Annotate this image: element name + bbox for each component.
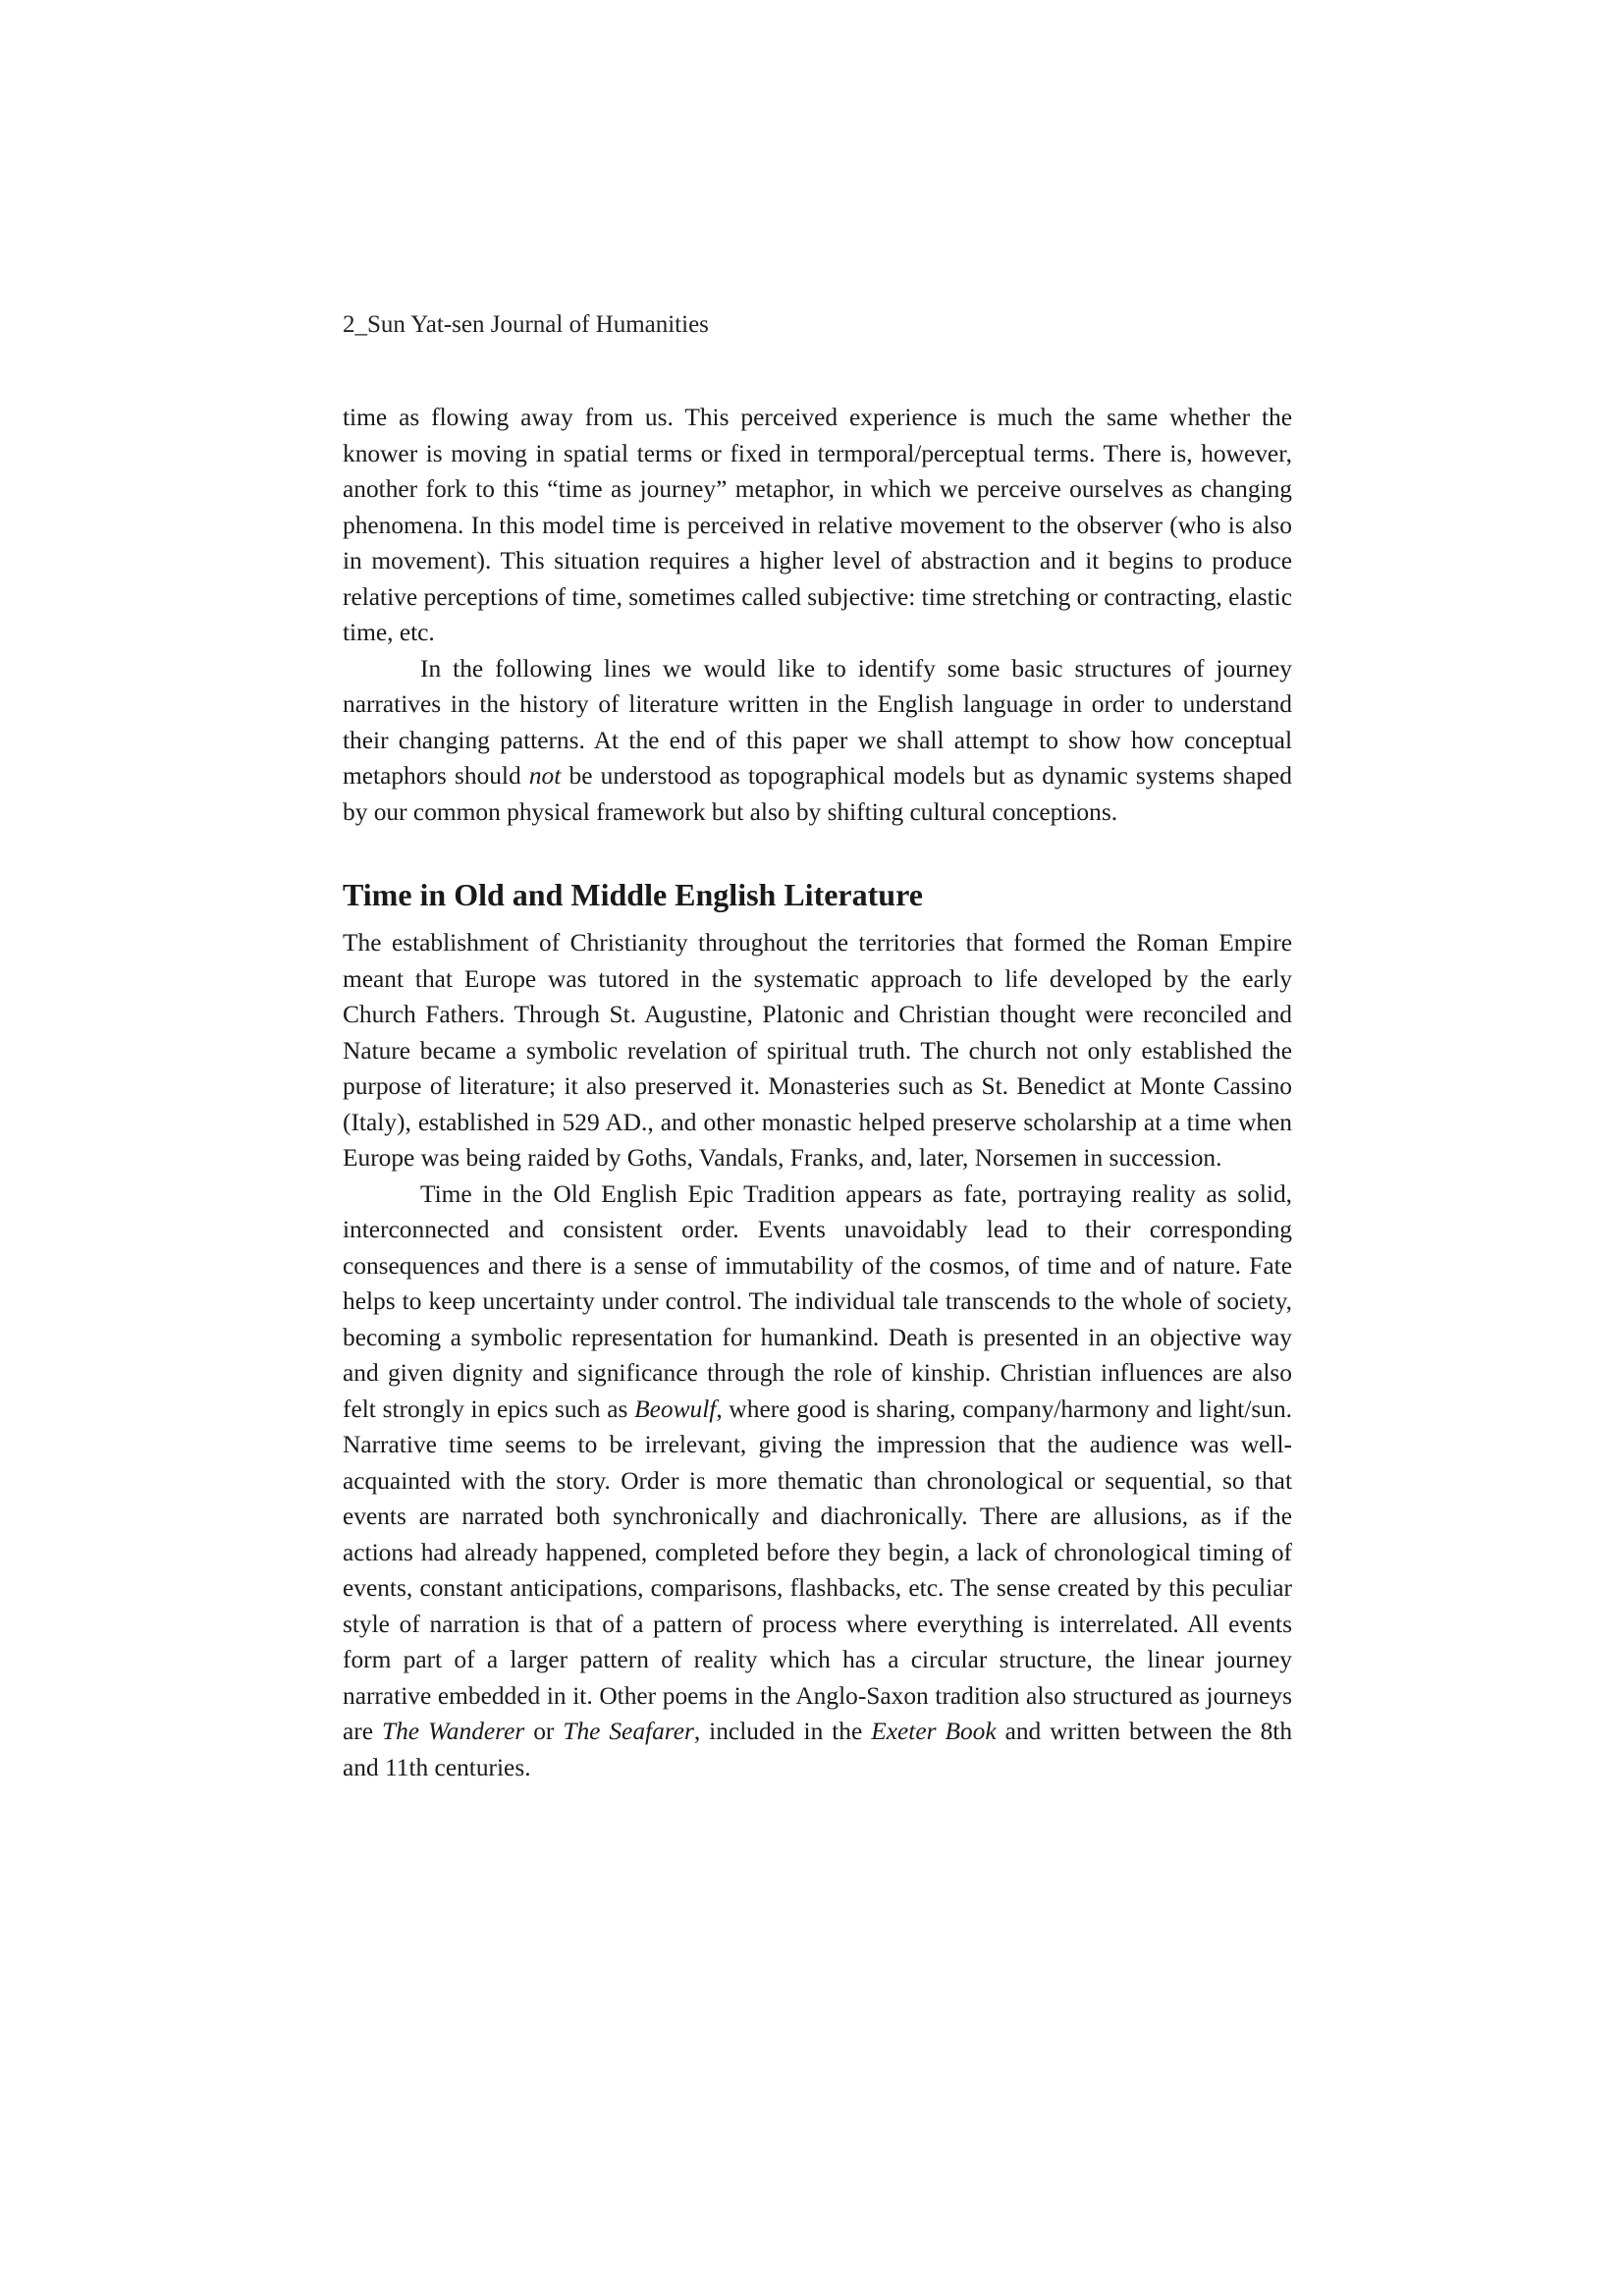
paragraph-text: , where good is sharing, company/harmony and light/sun. Narrative time seems to be irrelevant, giving the impression that the audience was well-acquainted with the story. Order is more thematic than chronological or sequential, so that events are narrated both synchronically and diachronically. There are allusions, as if the actions had already happened, completed before they begin, a lack of chronological timing of events, constant anticipations, comparisons, flashbacks, etc. The sense created by this peculiar style of narration is that of a pattern of process where everything is interrelated. All events form part of a larger pattern of reality which has a circular structure, the linear journey narrative embedded in it. Other poems in the Anglo-Saxon tradition also structured as journeys are bbox=[343, 1394, 1292, 1745]
work-title-wanderer: The Wanderer bbox=[381, 1718, 525, 1745]
paragraph-christianity: The establishment of Christianity throughout the territories that formed the Roman Empire meant that Europe was tutored in the systematic approach to life developed by the early Church Fathers. Through St. Augustine, Platonic and Christian thought were reconciled and Nature became a symbolic revelation of spiritual truth. The church not only established the purpose of literature; it also preserved it. Monasteries such as St. Benedict at Monte Cassino (Italy), established in 529 AD., and other monastic helped preserve scholarship at a time when Europe was being raided by Goths, Vandals, Franks, and, later, Norsemen in succession. bbox=[343, 929, 1292, 1172]
work-title-exeter-book: Exeter Book bbox=[871, 1718, 997, 1745]
paragraph-text: or bbox=[524, 1718, 564, 1745]
paragraph-text: , included in the bbox=[693, 1718, 872, 1745]
paragraph-text: Time in the Old English Epic Tradition appears as fate, portraying reality as solid, interconnected and consistent order. Events unavoidably lead to their corresponding consequences and there is a sense of immutability of the cosmos, of time and of nature. Fate helps to keep uncertainty under control. The individual tale transcends to the whole of society, becoming a symbolic representation for humankind. Death is presented in an objective way and given dignity and significance through the role of kinship. Christian influences are also felt strongly in epics such as bbox=[343, 1179, 1292, 1423]
article-body bbox=[343, 400, 1292, 1785]
paragraph-epic-tradition bbox=[343, 1176, 1292, 1786]
work-title-seafarer: The Seafarer bbox=[563, 1718, 694, 1745]
work-title-beowulf: Beowulf bbox=[634, 1394, 717, 1423]
section-heading: Time in Old and Middle English Literature bbox=[343, 877, 923, 912]
paragraph-text: be understood as topographical models but as dynamic systems shaped by our common physical framework but also by shifting cultural conceptions. bbox=[343, 762, 1292, 826]
paragraph-intro bbox=[343, 651, 1292, 831]
emphasis-text: not bbox=[528, 762, 562, 790]
paragraph-continued: time as flowing away from us. This perceived experience is much the same whether the knower is moving in spatial terms or fixed in termporal/perceptual terms. There is, however, another fork to this “time as journey” metaphor, in which we perceive ourselves as changing phenomena. In this model time is perceived in relative movement to the observer (who is also in movement). This situation requires a higher level of abstraction and it begins to produce relative perceptions of time, sometimes called subjective: time stretching or contracting, elastic time, etc. bbox=[343, 404, 1292, 646]
running-header: 2_Sun Yat-sen Journal of Humanities bbox=[343, 311, 709, 338]
paragraph-text: and written between the 8th and 11th centuries. bbox=[343, 1718, 1293, 1781]
paragraph-text: In the following lines we would like to identify some basic structures of journey narratives in the history of literature written in the English language in order to understand their changing patterns. At the end of this paper we shall attempt to show how conceptual metaphors should bbox=[343, 654, 1292, 790]
